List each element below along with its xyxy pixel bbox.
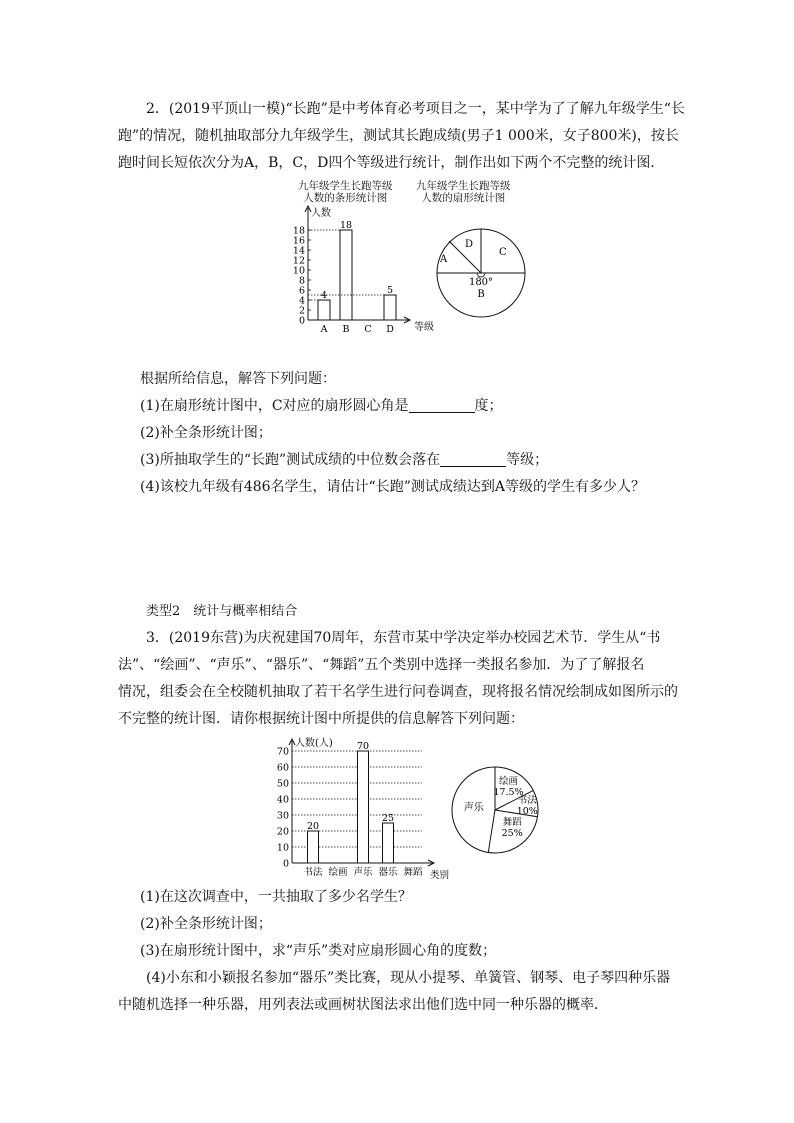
q3-line-2: 法”、“绘画”、“声乐”、“器乐”、“舞蹈”五个类别中选择一类报名参加．为了了解报名: [118, 657, 645, 673]
q2-y-tick-label: 12: [292, 255, 305, 267]
q3-y-axis-label: 人数(人): [295, 738, 333, 749]
q3-bar-chart: [268, 735, 458, 881]
q3-x-tick-label: 器乐: [378, 867, 398, 878]
q2-pie-chart: [431, 223, 531, 323]
q3-line-4: 不完整的统计图．请你根据统计图中所提供的信息解答下列问题：: [118, 711, 524, 727]
q2-bar: [318, 300, 330, 320]
q2-sub3-answer-blank[interactable]: [440, 452, 506, 467]
q3-y-tick-label: 10: [276, 842, 289, 854]
q2-y-tick-label: 4: [298, 295, 305, 307]
q2-sub-question-1: [140, 395, 503, 415]
q2-sub1-answer-blank[interactable]: [409, 398, 475, 413]
section-heading: 类型2 统计与概率相结合: [146, 604, 298, 619]
q2-y-tick-label: 8: [298, 275, 305, 287]
q2-bar-value-label: 4: [320, 290, 328, 301]
q2-line-3: 跑时间长短依次分为A，B，C，D四个等级进行统计，制作出如下两个不完整的统计图．: [118, 155, 665, 171]
q3-pie-chart-marks: [452, 767, 538, 853]
q3-x-axis-label: 类别: [430, 870, 450, 881]
q2-x-tick-label: C: [364, 324, 372, 335]
q2-sub3-text: (3)所抽取学生的“长跑”测试成绩的中位数会落在: [140, 452, 441, 468]
q3-pie-label-calligraphy: 书法: [517, 794, 537, 806]
q3-x-tick-label: 舞蹈: [403, 867, 423, 878]
q2-line-1: 2．(2019平顶山一模)“长跑”是中考体育必考项目之一，某中学为了了解九年级学生“长: [146, 101, 685, 117]
q3-pie-label-vocal: 声乐: [463, 802, 484, 814]
q2-bar: [384, 295, 396, 320]
q3-bar-value-label: 20: [306, 821, 320, 832]
q3-line-1: 3．(2019东营)为庆祝建国70周年，东营市某中学决定举办校园艺术节．学生从“书: [146, 630, 661, 646]
q2-y-tick-label: 6: [298, 285, 305, 297]
q2-bar-value-label: 18: [339, 220, 353, 231]
q2-pie-label-c: C: [499, 247, 507, 258]
q2-bar-chart-marks: [293, 206, 434, 335]
q3-bar: [358, 751, 369, 863]
q3-sub-question-3: (3)在扇形统计图中，求“声乐”类对应扇形圆心角的度数；: [140, 943, 497, 959]
q3-pie-value-calligraphy: 10%: [516, 805, 538, 817]
q3-sub-question-2: (2)补全条形统计图；: [140, 916, 272, 932]
q2-y-tick-label: 10: [292, 265, 305, 277]
q3-y-tick-label: 40: [276, 794, 289, 806]
q2-x-tick-label: D: [386, 324, 394, 335]
q3-line-3: 情况，组委会在全校随机抽取了若干名学生进行问卷调查，现将报名情况绘制成如图所示的: [118, 684, 678, 700]
q2-sub1-text: (1)在扇形统计图中，C对应的扇形圆心角是: [140, 398, 409, 414]
q3-bar-value-label: 25: [381, 813, 395, 824]
q3-bar: [383, 823, 394, 863]
q3-x-tick-label: 书法: [303, 867, 323, 878]
q2-pie-label-d: D: [465, 239, 474, 250]
q2-bar-title-line-2: 人数的条形统计图: [303, 192, 388, 204]
q2-bar: [340, 230, 352, 320]
q2-pie-title-line-2: 人数的扇形统计图: [421, 192, 506, 204]
q3-pie-label-painting: 绘画: [498, 776, 518, 788]
q2-paragraph: [118, 96, 698, 177]
q3-sub-question-1: (1)在这次调查中，一共抽取了多少名学生？: [140, 889, 412, 905]
q2-y-tick-label: 0: [298, 315, 305, 327]
q3-y-tick-label: 60: [276, 762, 289, 774]
q3-pie-slice-boundary: [488, 810, 495, 852]
q3-pie-value-painting: 17.5%: [493, 787, 524, 799]
q3-x-tick-label: 声乐: [353, 867, 373, 878]
q2-sub3-unit: 等级；: [506, 452, 549, 468]
q3-paragraph: [118, 625, 698, 733]
q2-bar-chart: [280, 200, 434, 340]
q2-y-tick-label: 14: [292, 245, 305, 257]
q3-bar-value-label: 70: [356, 741, 370, 752]
q2-y-tick-label: 18: [292, 225, 305, 237]
q2-y-tick-label: 16: [292, 235, 305, 247]
q3-pie-label-dance: 舞蹈: [502, 817, 522, 829]
q2-pie-title-line-1: 九年级学生长跑等级: [416, 180, 511, 192]
q2-pie-label-b: B: [477, 289, 485, 300]
q2-x-axis-label: 等级: [414, 322, 434, 333]
q2-pie-label-a: A: [440, 254, 448, 265]
q3-pie-value-dance: 25%: [501, 828, 523, 840]
q2-sub1-unit: 度；: [474, 398, 503, 414]
q2-x-tick-label: A: [320, 324, 328, 335]
q3-sub-question-4: (4)小东和小颖报名参加“器乐”类比赛，现从小提琴、单簧管、钢琴、电子琴四种乐器: [146, 970, 671, 986]
q2-line-2: 跑”的情况，随机抽取部分九年级学生，测试其长跑成绩(男子1 000米，女子800米)，按长: [118, 128, 679, 144]
q3-y-tick-label: 20: [276, 826, 289, 838]
q2-bar-title-line-1: 九年级学生长跑等级: [298, 180, 393, 192]
q2-intro: 根据所给信息，解答下列问题：: [140, 371, 336, 387]
q2-sub-question-3: [140, 449, 548, 469]
q2-sub-question-2: (2)补全条形统计图；: [140, 425, 272, 441]
q3-pie-chart: [450, 765, 560, 875]
q3-y-tick-label: 50: [276, 778, 289, 790]
q2-sub-question-4: (4)该校九年级有486名学生，请估计“长跑”测试成绩达到A等级的学生有多少人？: [140, 479, 645, 495]
q3-x-tick-label: 绘画: [328, 867, 348, 878]
q3-y-tick-label: 30: [276, 810, 289, 822]
q3-bar-chart-marks: [277, 736, 449, 881]
q3-y-tick-label: 0: [282, 858, 289, 870]
q2-pie-angle-b: 180°: [468, 277, 494, 288]
q3-y-tick-label: 70: [276, 746, 289, 758]
q2-y-axis-label: 人数: [311, 208, 331, 219]
q3-sub-question-4-cont: 中随机选择一种乐器，用列表法或画树状图法求出他们选中同一种乐器的概率．: [118, 997, 608, 1013]
q2-pie-chart-title: [416, 180, 511, 204]
q3-bar: [308, 831, 319, 863]
q2-x-tick-label: B: [342, 324, 350, 335]
q2-bar-value-label: 5: [386, 285, 394, 296]
q2-y-tick-label: 2: [298, 305, 305, 317]
